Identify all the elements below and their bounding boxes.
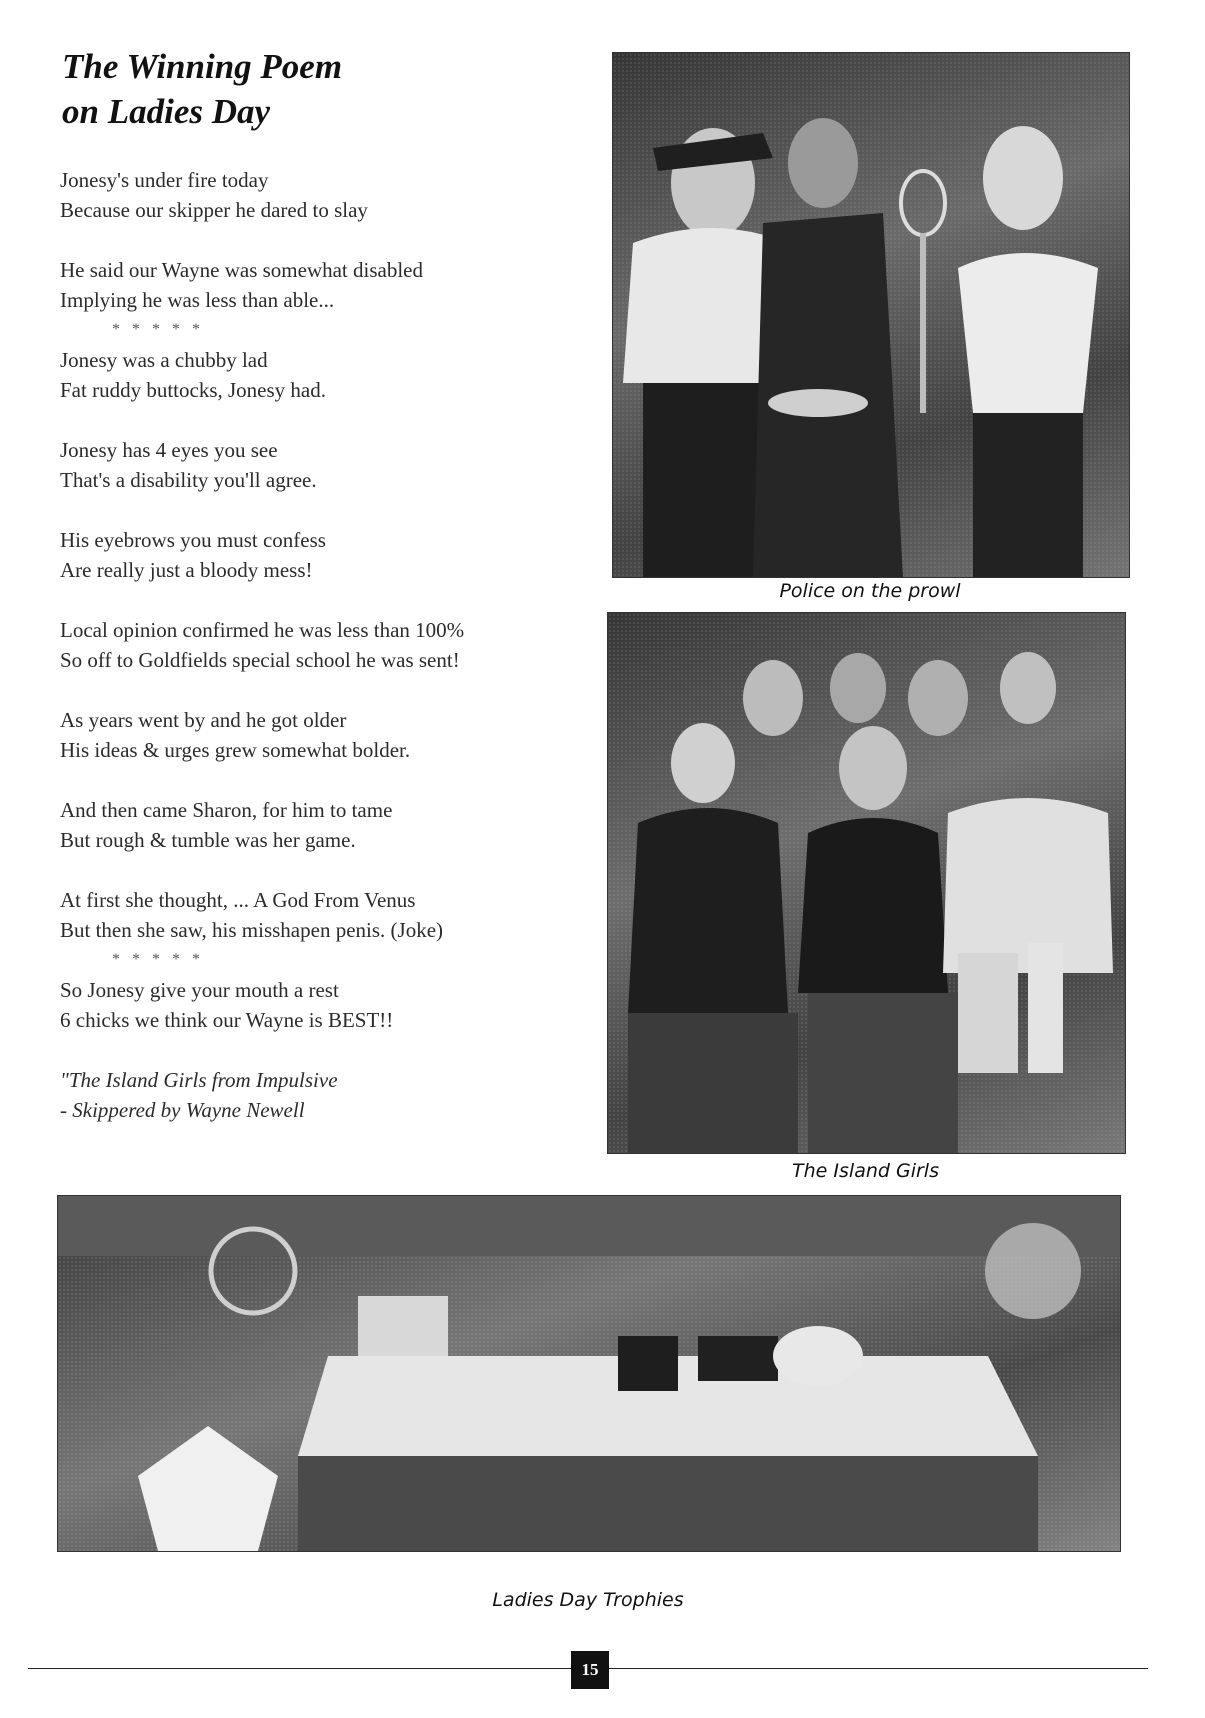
poem-line: He said our Wayne was somewhat disabled (60, 258, 423, 282)
poem-credit: "The Island Girls from Impulsive (60, 1068, 338, 1092)
stanza-separator: * * * * * (112, 321, 204, 338)
police-photo (612, 52, 1130, 578)
poem-line: And then came Sharon, for him to tame (60, 798, 393, 822)
poem-line: Because our skipper he dared to slay (60, 198, 368, 222)
police-photo-figures (613, 53, 1129, 577)
poem-line: But rough & tumble was her game. (60, 828, 356, 852)
island-girls-photo (607, 612, 1126, 1154)
poem-title-line-1: The Winning Poem (62, 47, 343, 86)
poem-title-line-2: on Ladies Day (62, 92, 271, 131)
poem-line: His ideas & urges grew somewhat bolder. (60, 738, 411, 762)
poem-line: That's a disability you'll agree. (60, 468, 317, 492)
poem-line: Implying he was less than able... (60, 288, 335, 312)
poem-line: 6 chicks we think our Wayne is BEST!! (60, 1008, 394, 1032)
poem-line: At first she thought, ... A God From Venus (60, 888, 416, 912)
poem-line: His eyebrows you must confess (60, 528, 326, 552)
poem-line: So Jonesy give your mouth a rest (60, 978, 339, 1002)
trophies-figures (58, 1196, 1120, 1551)
poem-line: Local opinion confirmed he was less than 100% (60, 618, 465, 642)
poem-line: Jonesy was a chubby lad (60, 348, 268, 372)
poem-line: So off to Goldfields special school he was sent! (60, 648, 460, 672)
poem-line: Jonesy's under fire today (60, 168, 269, 192)
trophies-caption: Ladies Day Trophies (492, 1589, 684, 1611)
poem-line: But then she saw, his misshapen penis. (Joke) (60, 918, 444, 942)
stanza-separator: * * * * * (112, 951, 204, 968)
poem-line: As years went by and he got older (60, 708, 347, 732)
police-photo-caption: Police on the prowl (779, 580, 961, 602)
poem-credit: - Skippered by Wayne Newell (60, 1098, 305, 1122)
island-girls-figures (608, 613, 1125, 1153)
poem-line: Are really just a bloody mess! (60, 558, 313, 582)
poem-line: Fat ruddy buttocks, Jonesy had. (60, 378, 326, 402)
poem-body (60, 165, 600, 1125)
poem-title (62, 44, 582, 134)
trophies-photo (57, 1195, 1121, 1552)
page-number: 15 (571, 1651, 609, 1689)
poem-line: Jonesy has 4 eyes you see (60, 438, 278, 462)
island-girls-caption: The Island Girls (792, 1160, 939, 1182)
